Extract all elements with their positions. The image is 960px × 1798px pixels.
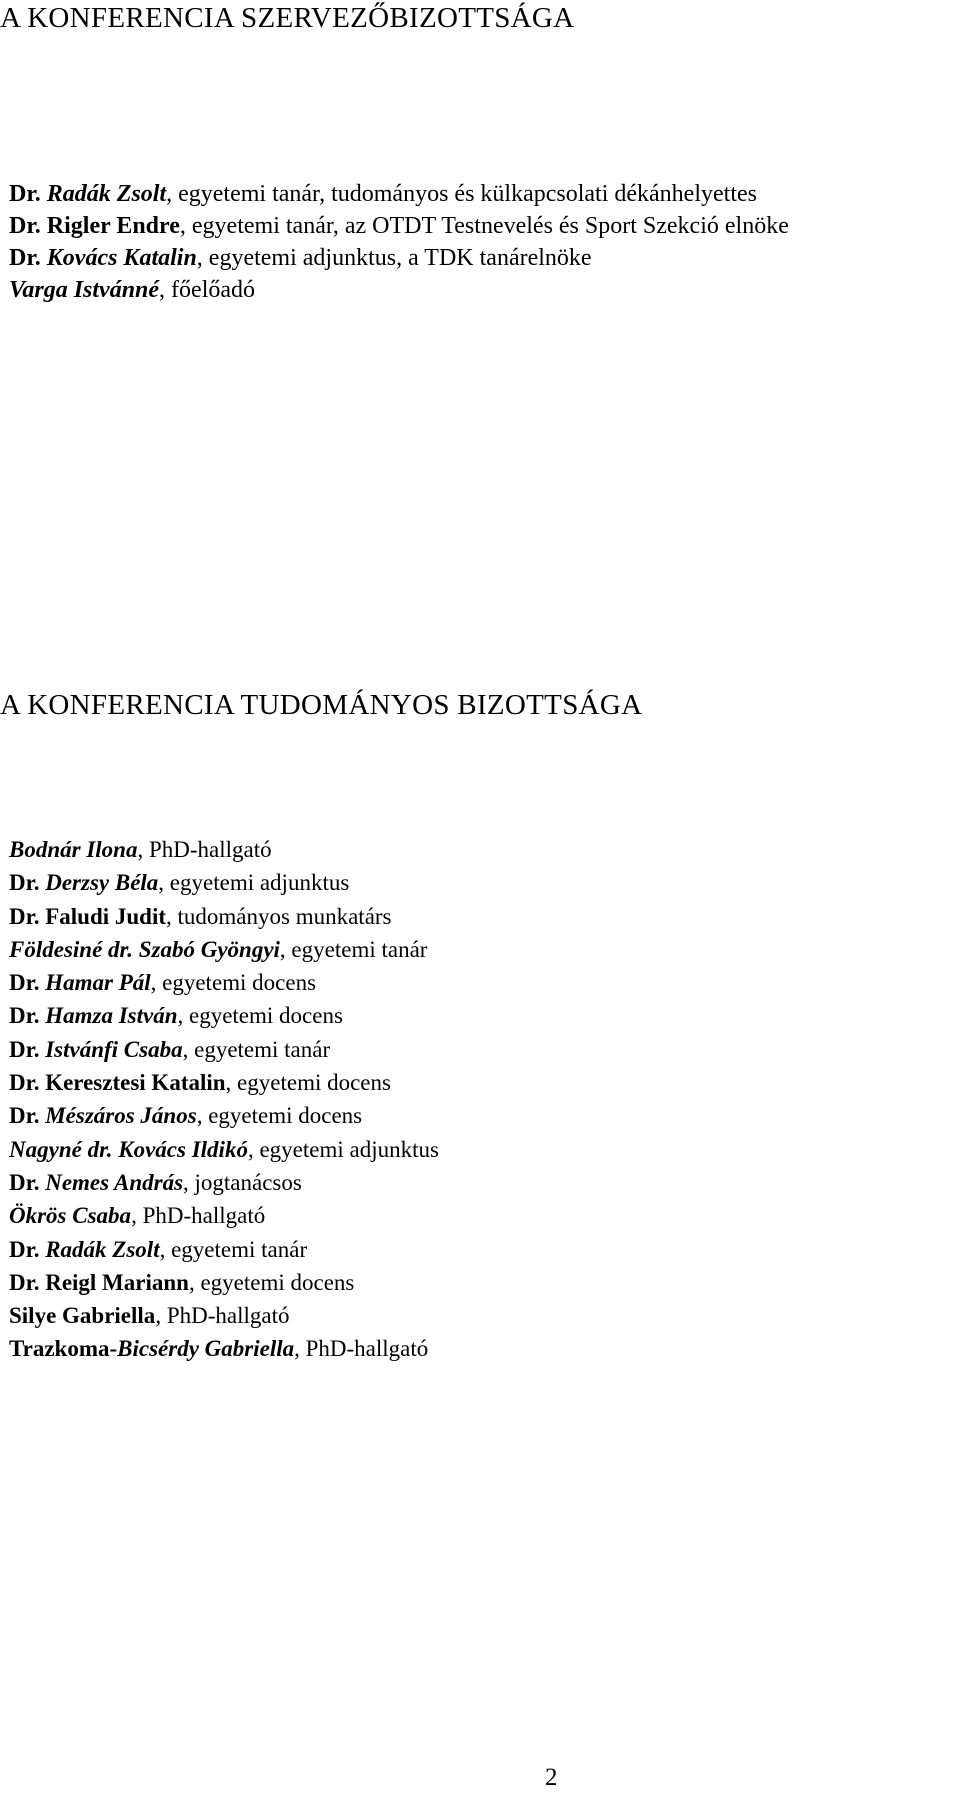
member-prefix: Dr. Reigl Mariann bbox=[9, 1269, 189, 1295]
member-role: , PhD-hallgató bbox=[137, 837, 272, 862]
member-prefix: Dr. bbox=[9, 245, 47, 271]
list-item bbox=[9, 1332, 439, 1365]
scientific-committee-title: A KONFERENCIA TUDOMÁNYOS BIZOTTSÁGA bbox=[0, 689, 643, 721]
member-name: Mészáros János bbox=[45, 1103, 197, 1129]
member-role: , egyetemi docens bbox=[150, 970, 317, 996]
member-name: Radák Zsolt bbox=[46, 181, 167, 207]
member-prefix: Silye Gabriella bbox=[9, 1303, 156, 1329]
member-name: Radák Zsolt bbox=[45, 1236, 160, 1262]
member-name: Földesiné dr. Szabó Gyöngyi bbox=[9, 936, 280, 962]
member-name: Bodnár Ilona bbox=[9, 837, 138, 862]
member-role: , egyetemi tanár bbox=[159, 1236, 308, 1262]
member-role: , egyetemi docens bbox=[196, 1103, 363, 1129]
member-name: Nagyné dr. Kovács Ildikó bbox=[9, 1136, 248, 1162]
list-item bbox=[9, 1166, 439, 1199]
member-role: , jogtanácsos bbox=[183, 1169, 302, 1195]
list-item bbox=[9, 966, 439, 999]
member-role: , egyetemi adjunktus bbox=[247, 1136, 439, 1162]
member-role: , PhD-hallgató bbox=[131, 1203, 266, 1229]
member-role: , egyetemi adjunktus bbox=[158, 870, 350, 896]
member-name: Kovács Katalin bbox=[46, 245, 197, 271]
member-name: Hamza István bbox=[45, 1003, 178, 1029]
scientific-committee-list bbox=[9, 833, 439, 1366]
member-prefix: Dr. Faludi Judit bbox=[9, 903, 167, 929]
member-prefix: Dr. bbox=[9, 1103, 46, 1129]
member-role: , főelőadó bbox=[159, 277, 256, 303]
member-name: Varga Istvánné bbox=[9, 277, 160, 303]
member-prefix: Dr. bbox=[9, 870, 46, 896]
member-prefix: Dr. bbox=[9, 970, 46, 996]
member-name: Derzsy Béla bbox=[45, 870, 159, 896]
list-item bbox=[9, 1133, 439, 1166]
list-item bbox=[9, 1299, 439, 1332]
list-item bbox=[9, 178, 789, 210]
member-name: Nemes András bbox=[45, 1169, 184, 1195]
member-prefix: Dr. bbox=[9, 1003, 46, 1029]
list-item bbox=[9, 900, 439, 933]
list-item bbox=[9, 833, 439, 866]
list-item bbox=[9, 1099, 439, 1132]
list-item bbox=[9, 866, 439, 899]
member-prefix: Dr. bbox=[9, 181, 47, 207]
list-item bbox=[9, 1199, 439, 1232]
member-role: , PhD-hallgató bbox=[155, 1303, 290, 1329]
list-item bbox=[9, 242, 789, 274]
member-prefix: Dr. Keresztesi Katalin bbox=[9, 1070, 226, 1096]
member-name: Bicsérdy Gabriella bbox=[117, 1336, 295, 1362]
member-prefix: Dr. bbox=[9, 1036, 46, 1062]
list-item bbox=[9, 1266, 439, 1299]
member-role: , egyetemi tanár, tudományos és külkapcsolati dékánhelyettes bbox=[166, 181, 757, 207]
member-prefix: Dr. bbox=[9, 1169, 46, 1195]
organizing-committee-title: A KONFERENCIA SZERVEZŐBIZOTTSÁGA bbox=[0, 2, 575, 34]
member-name: Hamar Pál bbox=[45, 970, 151, 996]
list-item bbox=[9, 1033, 439, 1066]
list-item bbox=[9, 1233, 439, 1266]
member-role: , egyetemi tanár, az OTDT Testnevelés és Sport Szekció elnöke bbox=[179, 213, 789, 239]
member-prefix: Trazkoma- bbox=[9, 1336, 118, 1362]
member-role: , egyetemi docens bbox=[177, 1003, 343, 1029]
member-role: , tudományos munkatárs bbox=[166, 903, 392, 929]
member-name: Ökrös Csaba bbox=[9, 1203, 132, 1229]
page-number: 2 bbox=[545, 1764, 558, 1791]
member-role: , egyetemi adjunktus, a TDK tanárelnöke bbox=[196, 245, 592, 271]
member-name: Istvánfi Csaba bbox=[45, 1036, 183, 1062]
member-prefix: Dr. bbox=[9, 1236, 46, 1262]
list-item bbox=[9, 933, 439, 966]
member-role: , egyetemi tanár bbox=[182, 1036, 331, 1062]
member-role: , PhD-hallgató bbox=[294, 1336, 429, 1362]
list-item bbox=[9, 1066, 439, 1099]
member-role: , egyetemi tanár bbox=[279, 936, 428, 962]
list-item bbox=[9, 274, 789, 306]
list-item bbox=[9, 999, 439, 1032]
member-prefix: Dr. Rigler Endre bbox=[9, 213, 180, 239]
member-role: , egyetemi docens bbox=[188, 1269, 355, 1295]
list-item bbox=[9, 210, 789, 242]
organizing-committee-list bbox=[9, 178, 789, 306]
member-role: , egyetemi docens bbox=[225, 1070, 391, 1096]
